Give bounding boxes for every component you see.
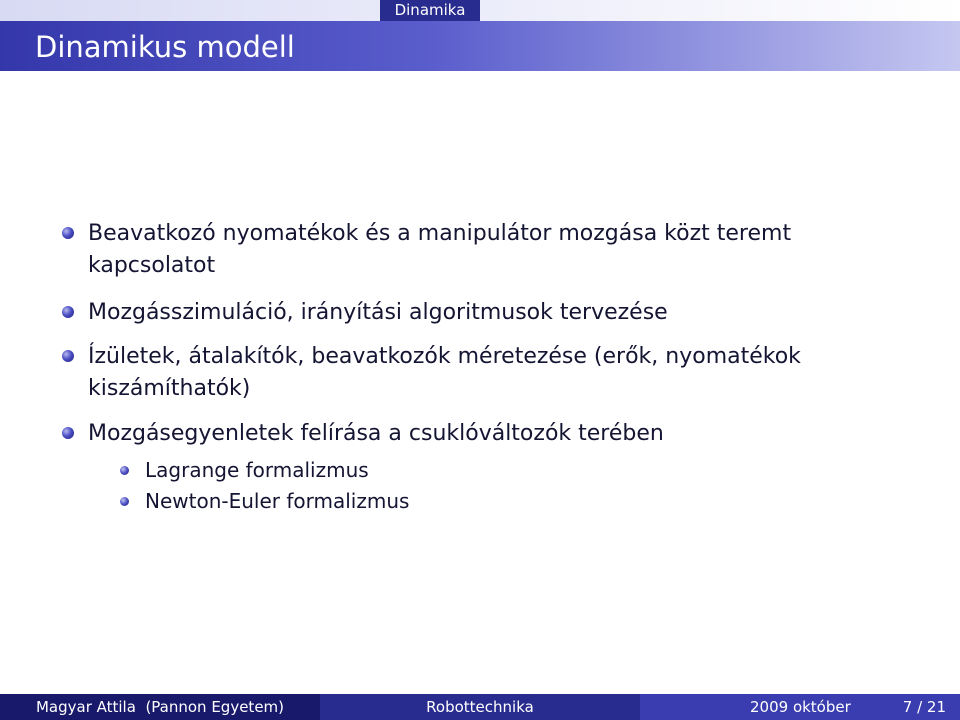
sub-list-item-text: Lagrange formalizmus xyxy=(145,458,369,482)
list-item-text: Mozgásszimuláció, irányítási algoritmusok tervezése xyxy=(88,300,668,325)
list-item-text: Ízületek, átalakítók, beavatkozók méretezése (erők, nyomatékok kiszámíthatók) xyxy=(88,344,801,401)
bullet-icon xyxy=(62,306,74,318)
footer-bar xyxy=(0,694,960,720)
sub-bullet-icon xyxy=(120,466,129,475)
section-label[interactable]: Dinamika xyxy=(380,0,480,21)
footer-course: Robottechnika xyxy=(320,694,640,720)
footer-right xyxy=(640,694,960,720)
list-item-text: Mozgásegyenletek felírása a csuklóváltozók terében xyxy=(88,421,664,446)
bullet-icon xyxy=(62,427,74,439)
sub-list-item-text: Newton-Euler formalizmus xyxy=(145,489,410,513)
frame-title-bar xyxy=(0,21,960,71)
sub-bullet-icon xyxy=(120,497,129,506)
frame-title: Dinamikus modell xyxy=(35,30,295,64)
bullet-icon xyxy=(62,350,74,362)
bullet-icon xyxy=(62,227,74,239)
page-number: 7 / 21 xyxy=(902,698,946,716)
footer-author: Magyar Attila (Pannon Egyetem) xyxy=(0,694,320,720)
top-navigation-bar xyxy=(0,0,960,21)
list-item-text: Beavatkozó nyomatékok és a manipulátor mozgása közt teremt kapcsolatot xyxy=(88,221,792,278)
footer-date: 2009 október xyxy=(750,698,851,716)
